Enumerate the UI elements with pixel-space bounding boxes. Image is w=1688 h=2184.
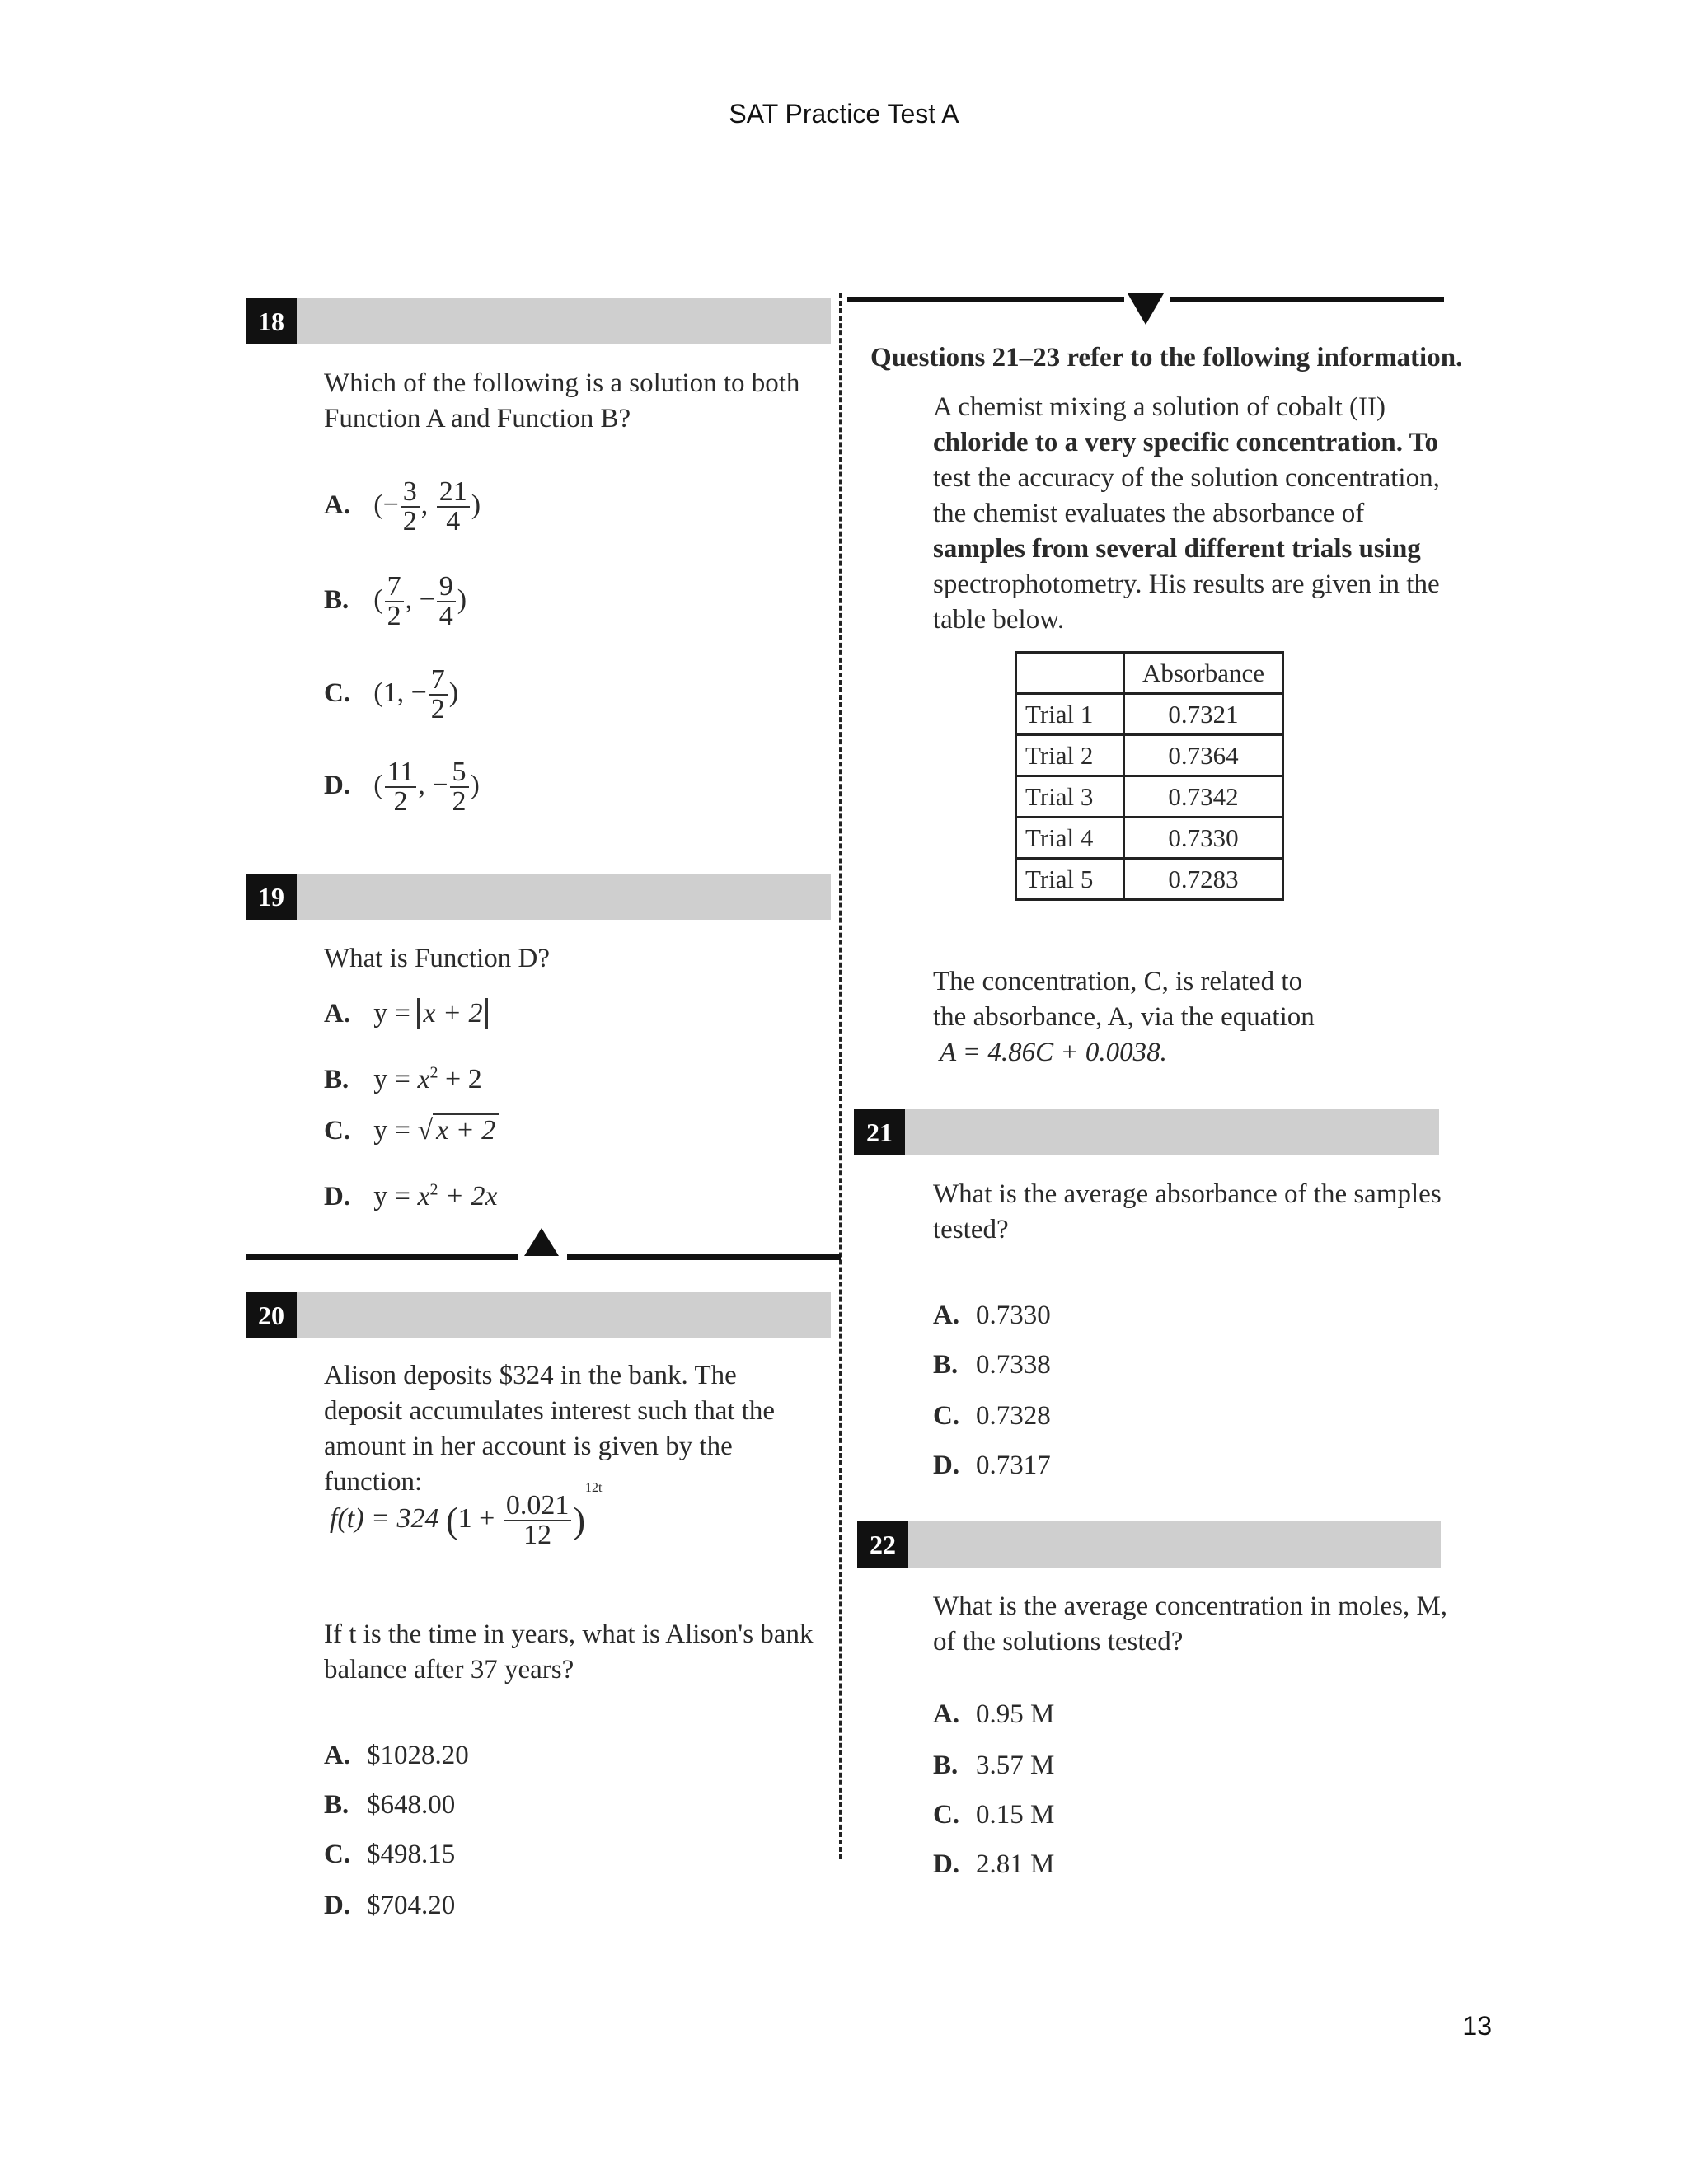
choice-letter: C. — [324, 677, 351, 708]
absorbance-table — [1015, 651, 1284, 901]
q20-choice-b[interactable]: B. $648.00 — [324, 1790, 456, 1820]
section-start-rule-right — [1170, 297, 1444, 302]
relation-line: The concentration, C, is related to — [933, 967, 1303, 996]
q19-choice-a[interactable]: A. y = x + 2 — [324, 997, 488, 1030]
q22-prompt: What is the average concentration in moles, M, of the solutions tested? — [933, 1591, 1448, 1657]
choice-letter: A. — [324, 999, 351, 1029]
section-start-rule-left — [847, 297, 1124, 302]
choice-letter: B. — [933, 1750, 959, 1780]
info-line: spectrophotometry. His results are given in the — [933, 569, 1440, 599]
choice-letter: C. — [933, 1401, 960, 1431]
choice-letter: C. — [933, 1800, 960, 1830]
q21-choice-b[interactable]: B. 0.7338 — [933, 1350, 1051, 1380]
question-bar-19 — [297, 874, 831, 920]
question-number-22: 22 — [857, 1521, 908, 1568]
table-row — [1016, 776, 1283, 818]
q22-choice-a[interactable]: A. 0.95 M — [933, 1699, 1055, 1729]
q18-choice-c[interactable]: C. (1, − $\frac{7}{2}$ ) — [324, 664, 459, 724]
absorbance-cell: 0.7283 — [1124, 859, 1283, 900]
info-line: samples from several different trials using — [933, 534, 1421, 564]
question-number-20: 20 — [246, 1292, 297, 1338]
info-line: test the accuracy of the solution concentration, — [933, 463, 1440, 493]
q20-prompt: Alison deposits $324 in the bank. The deposit accumulates interest such that the amount in her account is given by the function: — [324, 1361, 776, 1497]
info-line: A chemist mixing a solution of cobalt (II) — [933, 392, 1386, 422]
question-number-18: 18 — [246, 298, 297, 344]
choice-letter: B. — [324, 584, 349, 615]
choice-letter: A. — [933, 1699, 960, 1729]
q20-choice-a[interactable]: A. $1028.20 — [324, 1741, 469, 1770]
section-end-rule-left — [246, 1254, 518, 1260]
q20-question: If t is the time in years, what is Alison's bank balance after 37 years? — [324, 1619, 814, 1685]
question-bar-18 — [297, 298, 831, 344]
choice-letter: A. — [324, 490, 351, 520]
choice-letter: D. — [933, 1451, 960, 1480]
q19-choice-b[interactable]: B. $y = x^2 + 2$ — [324, 1064, 482, 1095]
q19-choice-d[interactable]: D. $y = x^2 + 2x$ — [324, 1181, 498, 1212]
q20-formula: f(t) = 324 (1 + $\frac{0.021}{12}$ )$^{12t}$ — [330, 1481, 603, 1550]
choice-letter: D. — [324, 1891, 351, 1920]
choice-letter: B. — [324, 1065, 349, 1095]
q18-choice-d[interactable]: D. ( $\frac{11}{2}$ , − $\frac{5}{2}$ ) — [324, 757, 480, 817]
info-line: chloride to a very specific concentration. To — [933, 428, 1439, 457]
question-bar-21 — [905, 1109, 1439, 1155]
table-row — [1016, 735, 1283, 776]
q22-choice-b[interactable]: B. 3.57 M — [933, 1750, 1055, 1780]
q18-choice-a[interactable]: A. (− $\frac{3}{2}$ , $\frac{21}{4}$ ) — [324, 476, 481, 537]
info-paragraph — [933, 390, 1461, 638]
triangle-down-icon — [1128, 293, 1164, 325]
choice-letter: C. — [324, 1840, 351, 1869]
info-line: the chemist evaluates the absorbance of — [933, 499, 1365, 528]
q21-choice-d[interactable]: D. 0.7317 — [933, 1451, 1051, 1480]
question-number-19: 19 — [246, 874, 297, 920]
absorbance-cell: 0.7321 — [1124, 694, 1283, 735]
page-number: 13 — [1462, 2011, 1492, 2041]
absorbance-cell: 0.7342 — [1124, 776, 1283, 818]
table-row — [1016, 818, 1283, 859]
q19-choice-c[interactable]: C. y = √ x + 2 — [324, 1114, 499, 1147]
q22-choice-c[interactable]: C. 0.15 M — [933, 1800, 1055, 1830]
table-header-row — [1016, 653, 1283, 694]
table-row — [1016, 859, 1283, 900]
choice-letter: D. — [324, 770, 351, 800]
q21-choice-c[interactable]: C. 0.7328 — [933, 1401, 1051, 1431]
trial-cell: Trial 3 — [1016, 776, 1124, 818]
table-header-blank — [1016, 653, 1124, 694]
choice-letter: C. — [324, 1116, 351, 1146]
concentration-equation: A = 4.86C + 0.0038. — [940, 1038, 1167, 1067]
q20-choice-c[interactable]: C. $498.15 — [324, 1840, 456, 1869]
relation-line: the absorbance, A, via the equation — [933, 1002, 1315, 1032]
trial-cell: Trial 2 — [1016, 735, 1124, 776]
q21-prompt: What is the average absorbance of the samples tested? — [933, 1179, 1442, 1244]
question-bar-22 — [908, 1521, 1441, 1568]
q20-choice-d[interactable]: D. $704.20 — [324, 1891, 456, 1920]
q21-choice-a[interactable]: A. 0.7330 — [933, 1301, 1051, 1330]
choice-letter: B. — [324, 1790, 349, 1820]
choice-letter: B. — [933, 1350, 959, 1380]
absorbance-cell: 0.7330 — [1124, 818, 1283, 859]
page-header: SAT Practice Test A — [729, 99, 959, 129]
choice-letter: D. — [933, 1849, 960, 1879]
q22-choice-d[interactable]: D. 2.81 M — [933, 1849, 1055, 1879]
trial-cell: Trial 1 — [1016, 694, 1124, 735]
choice-letter: D. — [324, 1182, 351, 1212]
question-number-21: 21 — [854, 1109, 905, 1155]
info-heading: Questions 21–23 refer to the following information. — [870, 343, 1463, 373]
q18-choice-b[interactable]: B. ( $\frac{7}{2}$ , − $\frac{9}{4}$ ) — [324, 571, 467, 631]
column-divider — [839, 293, 842, 1859]
relation-text — [933, 964, 1461, 1071]
absorbance-cell: 0.7364 — [1124, 735, 1283, 776]
trial-cell: Trial 4 — [1016, 818, 1124, 859]
choice-letter: A. — [324, 1741, 351, 1770]
section-end-rule-right — [567, 1254, 841, 1260]
question-bar-20 — [297, 1292, 831, 1338]
info-line: table below. — [933, 605, 1065, 635]
trial-cell: Trial 5 — [1016, 859, 1124, 900]
q18-prompt: Which of the following is a solution to both Function A and Function B? — [324, 368, 800, 434]
choice-letter: A. — [933, 1301, 960, 1330]
q19-prompt: What is Function D? — [324, 944, 551, 973]
table-row — [1016, 694, 1283, 735]
triangle-up-icon — [524, 1228, 559, 1256]
table-header-absorbance: Absorbance — [1124, 653, 1283, 694]
